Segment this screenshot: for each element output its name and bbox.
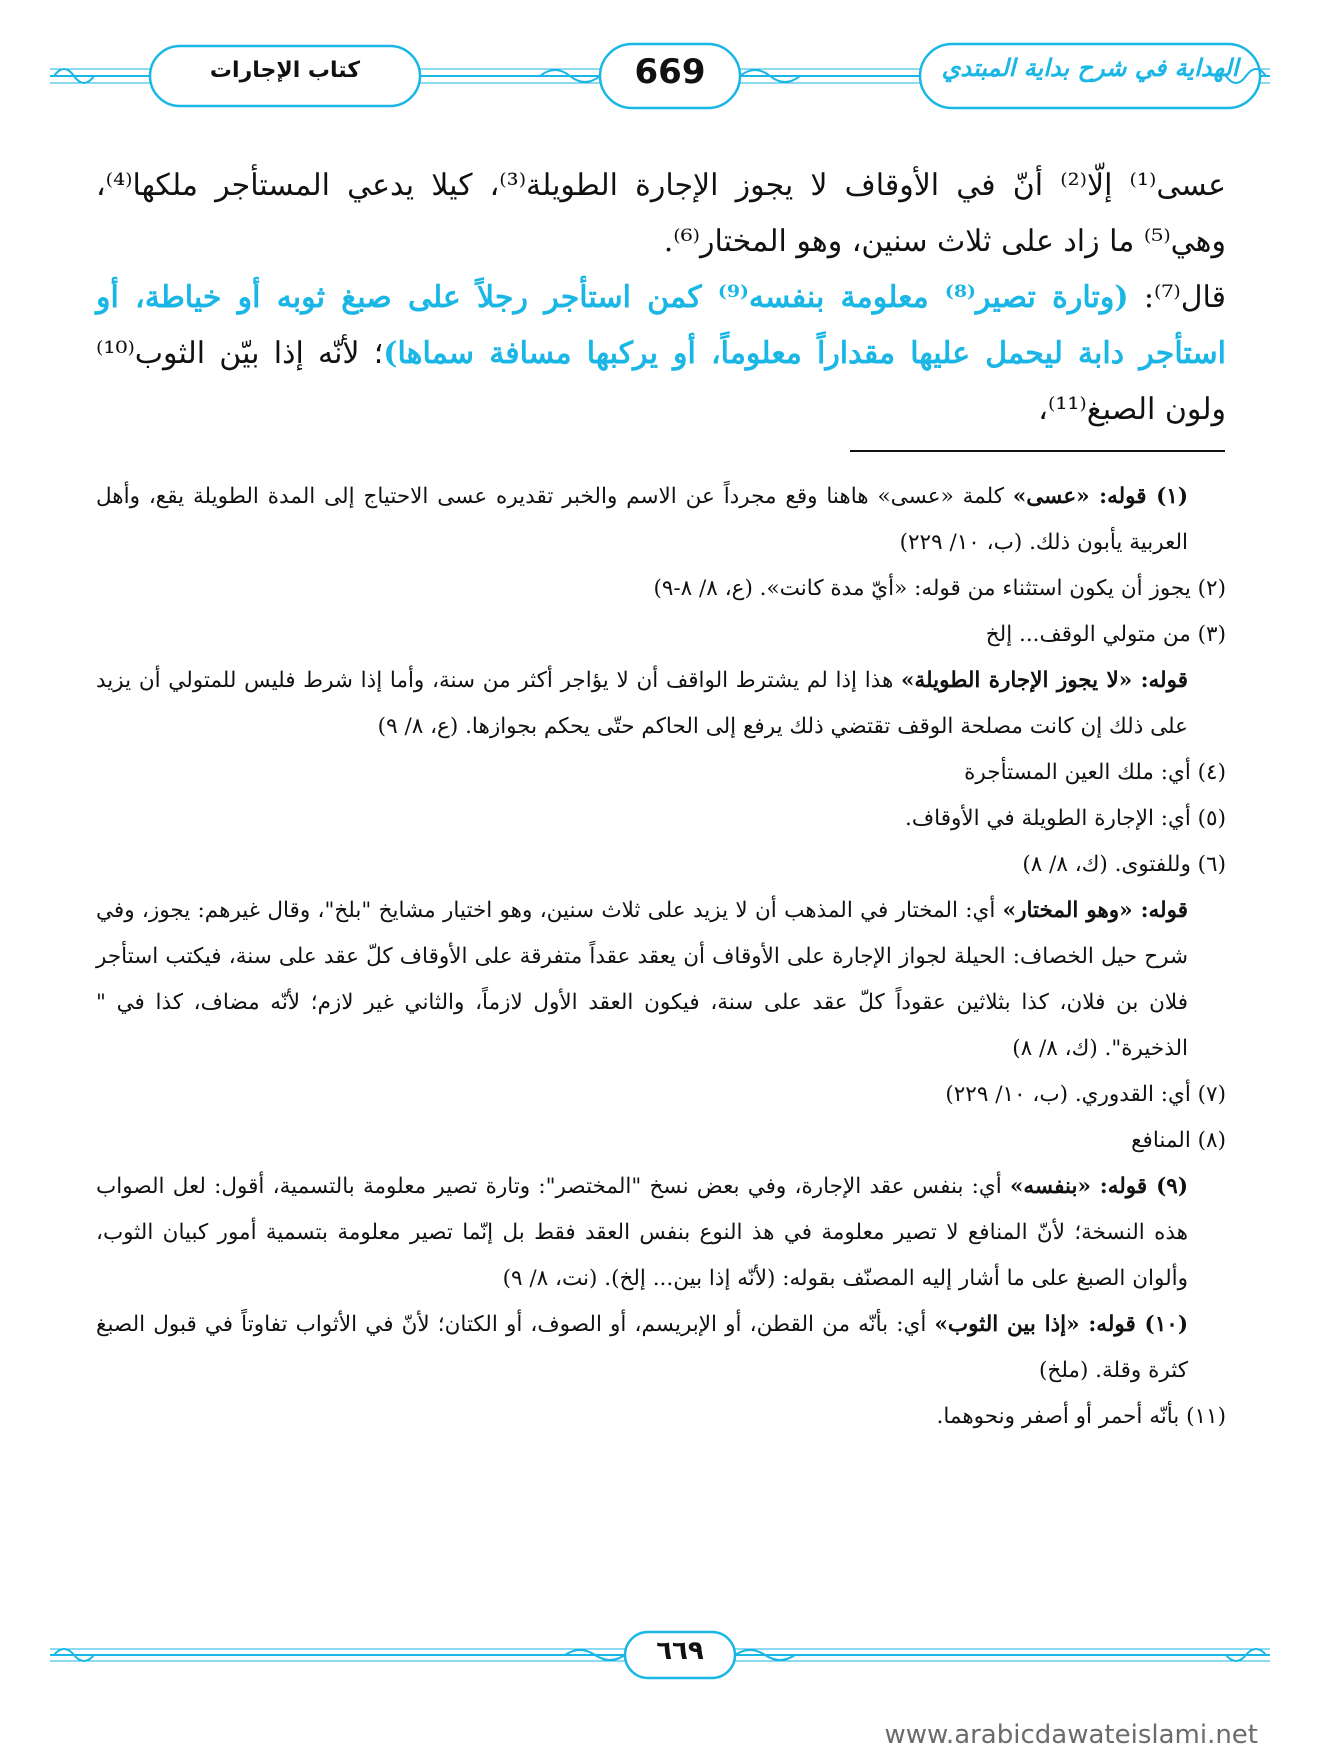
footnote-text: أي: بأنّه من القطن، أو الإبريسم، أو الصوف، أو الكتان؛ لأنّ في الأثواب تفاوتاً في قبول الصبغ كثرة وقلة. (ملخ) [96,1312,1188,1383]
footer-page-number: ٦٦٩ [656,1636,704,1666]
page-number: 669 [634,52,706,92]
footnote-text: (٢) يجوز أن يكون استثناء من قوله: «أيّ مدة كانت». (ع، ٨/ ٨-٩) [653,576,1226,601]
main-paragraph-1: عسى⁽¹⁾ إلّا⁽²⁾ أنّ في الأوقاف لا يجوز الإجارة الطويلة⁽³⁾، كيلا يدعي المستأجر ملكها⁽⁴⁾، وهي⁽⁵⁾ ما زاد على ثلاث سنين، وهو المختار⁽⁶⁾. [96,168,1227,259]
footnote-keyword: (١٠) قوله: «إذا بين الثوب» [934,1312,1188,1337]
footnote-text: (٤) أي: ملك العين المستأجرة [964,760,1226,785]
footnote-text: (٨) المنافع [1131,1128,1226,1153]
series-title: الهداية في شرح بداية المبتدي [941,54,1239,82]
footnote-5 [96,796,1226,842]
footnote-keyword: قوله: «وهو المختار» [1002,898,1188,923]
footnote-keyword: (١) قوله: «عسى» [1012,484,1188,509]
footnote-10 [96,1302,1226,1394]
page-footer [40,1628,1280,1682]
footnote-4 [96,750,1226,796]
website-watermark: www.arabicdawateislami.net [884,1720,1258,1750]
qala-lead: قال⁽⁷⁾: [1128,280,1227,315]
footnote-text: (١١) بأنّه أحمر أو أصفر ونحوهما. [936,1404,1226,1429]
footnote-8 [96,1118,1226,1164]
matn-quote: (وتارة تصير⁽⁸⁾ معلومة بنفسه⁽⁹⁾ كمن استأجر رجلاً على صبغ ثوبه أو خياطة، أو استأجر دابة ليحمل عليها مقداراً معلوماً، أو يركبها مسافة سماها) [96,280,1226,371]
footnote-text: كلمة «عسى» هاهنا وقع مجرداً عن الاسم والخبر تقديره عسى الاحتياج إلى المدة الطويلة يقع، وأهل العربية يأبون ذلك. (ب، ١٠/ ٢٢٩) [96,484,1188,555]
sharh-tail: ؛ لأنّه إذا بيّن الثوب⁽¹⁰⁾ ولون الصبغ⁽¹¹⁾، [96,336,1226,427]
footnote-text: (٧) أي: القدوري. (ب، ١٠/ ٢٢٩) [945,1082,1226,1107]
footnote-text: (٦) وللفتوى. (ك، ٨/ ٨) [1022,852,1226,877]
page-header [40,38,1280,114]
footnote-1 [96,474,1226,566]
footnote-separator [850,450,1225,452]
footnote-text: أي: المختار في المذهب أن لا يزيد على ثلاث سنين، وهو اختيار مشايخ "بلخ"، وقال غيرهم: يجوز، وفي شرح حيل الخصاف: الحيلة لجواز الإجارة على الأوقاف أن يعقد عقداً متفرقة على الأوقاف كلّ عقد على سنة، فيكتب استأجر فلان بن فلان، كذا بثلاثين عقوداً كلّ عقد على سنة، فيكون العقد الأول لازماً، والثاني غير لازم؛ لأنّه مضاف، كذا في " الذخيرة". (ك، ٨/ ٨) [96,898,1188,1061]
footnote-9 [96,1164,1226,1302]
footnote-text: (٣) من متولي الوقف... إلخ [985,622,1226,647]
footnote-text: (٥) أي: الإجارة الطويلة في الأوقاف. [905,806,1226,831]
footnote-3 [96,612,1226,658]
footnote-6-comment [96,888,1226,1072]
footnote-11 [96,1394,1226,1440]
footnote-text: هذا إذا لم يشترط الواقف أن لا يؤاجر أكثر من سنة، وأما إذا شرط فليس للمتولي أن يزيد على ذلك إن كانت مصلحة الوقف تقتضي ذلك يرفع إلى الحاكم حتّى يحكم بجوازها. (ع، ٨/ ٩) [96,668,1188,739]
main-paragraph-2 [96,270,1226,438]
footnote-keyword: (٩) قوله: «بنفسه» [1009,1174,1188,1199]
footnotes [96,474,1226,1440]
footnote-2 [96,566,1226,612]
footnote-3-comment [96,658,1226,750]
main-text [96,158,1226,438]
footnote-7 [96,1072,1226,1118]
book-title: كتاب الإجارات [209,58,361,83]
footnote-6 [96,842,1226,888]
footnote-keyword: قوله: «لا يجوز الإجارة الطويلة» [901,668,1188,693]
footnote-text: أي: بنفس عقد الإجارة، وفي بعض نسخ "المختصر": وتارة تصير معلومة بالتسمية، أقول: لعل الصواب هذه النسخة؛ لأنّ المنافع لا تصير معلومة في هذ النوع بنفس العقد فقط بل إنّما تصير معلومة بتسمية أمور كبيان الثوب، وألوان الصبغ على ما أشار إليه المصنّف بقوله: (لأنّه إذا بين... إلخ). (نت، ٨/ ٩) [96,1174,1188,1291]
